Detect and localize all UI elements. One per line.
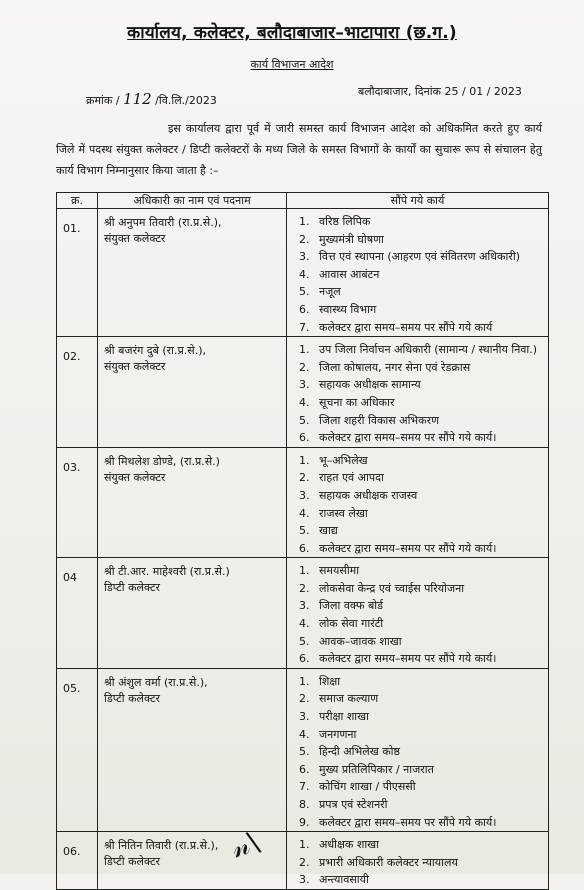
task-item: 1. अधीक्षक शाखा <box>313 836 544 854</box>
table-header-row <box>57 193 549 209</box>
task-item: 3. जिला वक्फ बोर्ड <box>313 597 544 615</box>
officer-cell <box>98 558 287 669</box>
task-item: 6. कलेक्टर द्वारा समय–समय पर सौंपे गये कार्य। <box>313 429 544 447</box>
intro-text: इस कार्यालय द्वारा पूर्व में जारी समस्त कार्य विभाजन आदेश को अधिकमित करते हुए कार्य जिले में पदस्थ संयुक्त कलेक्टर / डिप्टी कलेक्टरों के मध्य जिले के समस्त विभागों के कार्यों का सुचारू रूप से संचालन हेतु कार्य विभाग निम्नानुसार किया जाता है :– <box>56 122 542 177</box>
officer-cell <box>98 337 287 448</box>
task-item: 6. कलेक्टर द्वारा समय–समय पर सौंपे गये कार्य। <box>313 540 544 558</box>
task-item: 1. भू–अभिलेख <box>313 452 544 470</box>
officer-name: श्री बजरंग दुबे (रा.प्र.से.), <box>104 344 206 358</box>
officer-cell <box>98 668 287 831</box>
task-item: 5. खाद्य <box>313 522 544 540</box>
handwritten-signature: 𝓃\ <box>227 824 263 865</box>
serial-cell: 05. <box>57 668 98 831</box>
officer-designation: डिप्टी कलेक्टर <box>104 855 161 869</box>
task-item: 6. कलेक्टर द्वारा समय–समय पर सौंपे गये कार्य। <box>313 650 544 668</box>
tasks-cell <box>287 558 549 669</box>
task-item: 2. प्रभारी अधिकारी कलेक्टर न्यायालय <box>313 854 544 872</box>
task-item: 2. लोकसेवा केन्द्र एवं च्वाईस परियोजना <box>313 580 544 598</box>
task-item: 3. वित्त एवं स्थापना (आहरण एवं संवितरण अधिकारी) <box>313 248 544 266</box>
work-division-table <box>56 192 549 890</box>
tasks-cell <box>287 337 549 448</box>
task-item: 3. परीक्षा शाखा <box>313 708 544 726</box>
serial-cell: 04 <box>57 558 98 669</box>
serial-cell: 06. <box>57 832 98 890</box>
officer-designation: संयुक्त कलेक्टर <box>104 470 166 484</box>
order-number: 112 <box>123 90 152 108</box>
serial-cell: 01. <box>57 209 98 337</box>
tasks-cell <box>287 832 549 890</box>
header-tasks: सौंपे गये कार्य <box>287 193 549 209</box>
task-item: 4. आवास आबंटन <box>313 266 544 284</box>
task-list <box>291 562 544 668</box>
task-item: 7. कलेक्टर द्वारा समय–समय पर सौंपे गये कार्य <box>313 319 544 337</box>
tasks-cell <box>287 668 549 831</box>
task-item: 9. कलेक्टर द्वारा समय–समय पर सौंपे गये कार्य। <box>313 814 544 832</box>
task-list <box>291 452 544 558</box>
task-item: 3. सहायक अधीक्षक राजस्व <box>313 487 544 505</box>
order-subtitle: कार्य विभाजन आदेश <box>250 58 334 71</box>
order-suffix: /वि.लि./2023 <box>155 94 217 107</box>
task-item: 5. आवक–जावक शाखा <box>313 633 544 651</box>
task-item: 5. जिला शहरी विकास अभिकरण <box>313 412 544 430</box>
officer-name: श्री अनुपम तिवारी (रा.प्र.से.), <box>104 216 222 229</box>
table-row <box>57 832 549 890</box>
task-item: 1. समयसीमा <box>313 562 544 580</box>
table-row <box>57 337 549 448</box>
task-item: 7. कोचिंग शाखा / पीएससी <box>313 778 544 796</box>
tasks-cell <box>287 209 549 337</box>
task-item: 6. मुख्य प्रतिलिपिकार / नाजरात <box>313 761 544 779</box>
serial-cell: 03. <box>57 447 98 558</box>
task-item: 1. उप जिला निर्वाचन अधिकारी (सामान्य / स्थानीय निवा.) <box>313 341 544 359</box>
task-item: 8. प्रपत्र एवं स्टेशनरी <box>313 796 544 814</box>
order-label: क्रमांक / <box>86 94 120 107</box>
task-item: 2. मुख्यमंत्री घोषणा <box>313 231 544 249</box>
order-reference <box>86 90 217 108</box>
tasks-cell <box>287 447 549 558</box>
officer-name: श्री अंशुल वर्मा (रा.प्र.से.), <box>104 675 208 689</box>
place-date: बलौदाबाजार, दिनांक 25 / 01 / 2023 <box>358 85 522 98</box>
task-item: 2. राहत एवं आपदा <box>313 469 544 487</box>
officer-name: श्री टी.आर. माहेश्वरी (रा.प्र.से.) <box>104 565 230 579</box>
task-list <box>291 836 544 889</box>
task-list <box>291 673 544 831</box>
task-item: 2. समाज कल्याण <box>313 690 544 708</box>
task-item: 1. वरिष्ठ लिपिक <box>313 213 544 231</box>
office-title: कार्यालय, कलेक्टर, बलौदाबाजार–भाटापारा (छ.ग.) <box>127 23 457 43</box>
serial-cell: 02. <box>57 337 98 448</box>
task-list <box>291 341 544 447</box>
officer-designation: संयुक्त कलेक्टर <box>104 360 166 374</box>
table-row <box>57 668 549 831</box>
header-officer: अधिकारी का नाम एवं पदनाम <box>98 193 287 209</box>
task-item: 3. अन्त्यावसायी <box>313 871 544 889</box>
officer-designation: संयुक्त कलेक्टर <box>104 232 166 245</box>
task-item: 3. सहायक अधीक्षक सामान्य <box>313 376 544 394</box>
header-serial: क्र. <box>57 193 98 209</box>
task-item: 4. लोक सेवा गारंटी <box>313 615 544 633</box>
task-item: 6. स्वास्थ्य विभाग <box>313 301 544 319</box>
task-item: 4. राजस्व लेखा <box>313 505 544 523</box>
task-item: 5. नजूल <box>313 283 544 301</box>
officer-name: श्री नितिन तिवारी (रा.प्र.से.), <box>104 839 219 853</box>
table-row <box>57 558 549 669</box>
task-item: 4. जनगणना <box>313 726 544 744</box>
officer-designation: डिप्टी कलेक्टर <box>104 691 161 705</box>
task-item: 1. शिक्षा <box>313 673 544 691</box>
officer-cell <box>98 209 287 337</box>
officer-name: श्री मिथलेश डोण्डे, (रा.प्र.से.) <box>104 454 220 468</box>
table-row <box>57 447 549 558</box>
officer-designation: डिप्टी कलेक्टर <box>104 581 161 595</box>
task-item: 5. हिन्दी अभिलेख कोष्ठ <box>313 743 544 761</box>
officer-cell <box>98 447 287 558</box>
task-item: 4. सूचना का अधिकार <box>313 394 544 412</box>
table-row <box>57 209 549 337</box>
task-list <box>291 213 544 336</box>
task-item: 2. जिला कोषालय, नगर सेना एवं रेडक्रास <box>313 359 544 377</box>
intro-paragraph <box>56 118 542 181</box>
